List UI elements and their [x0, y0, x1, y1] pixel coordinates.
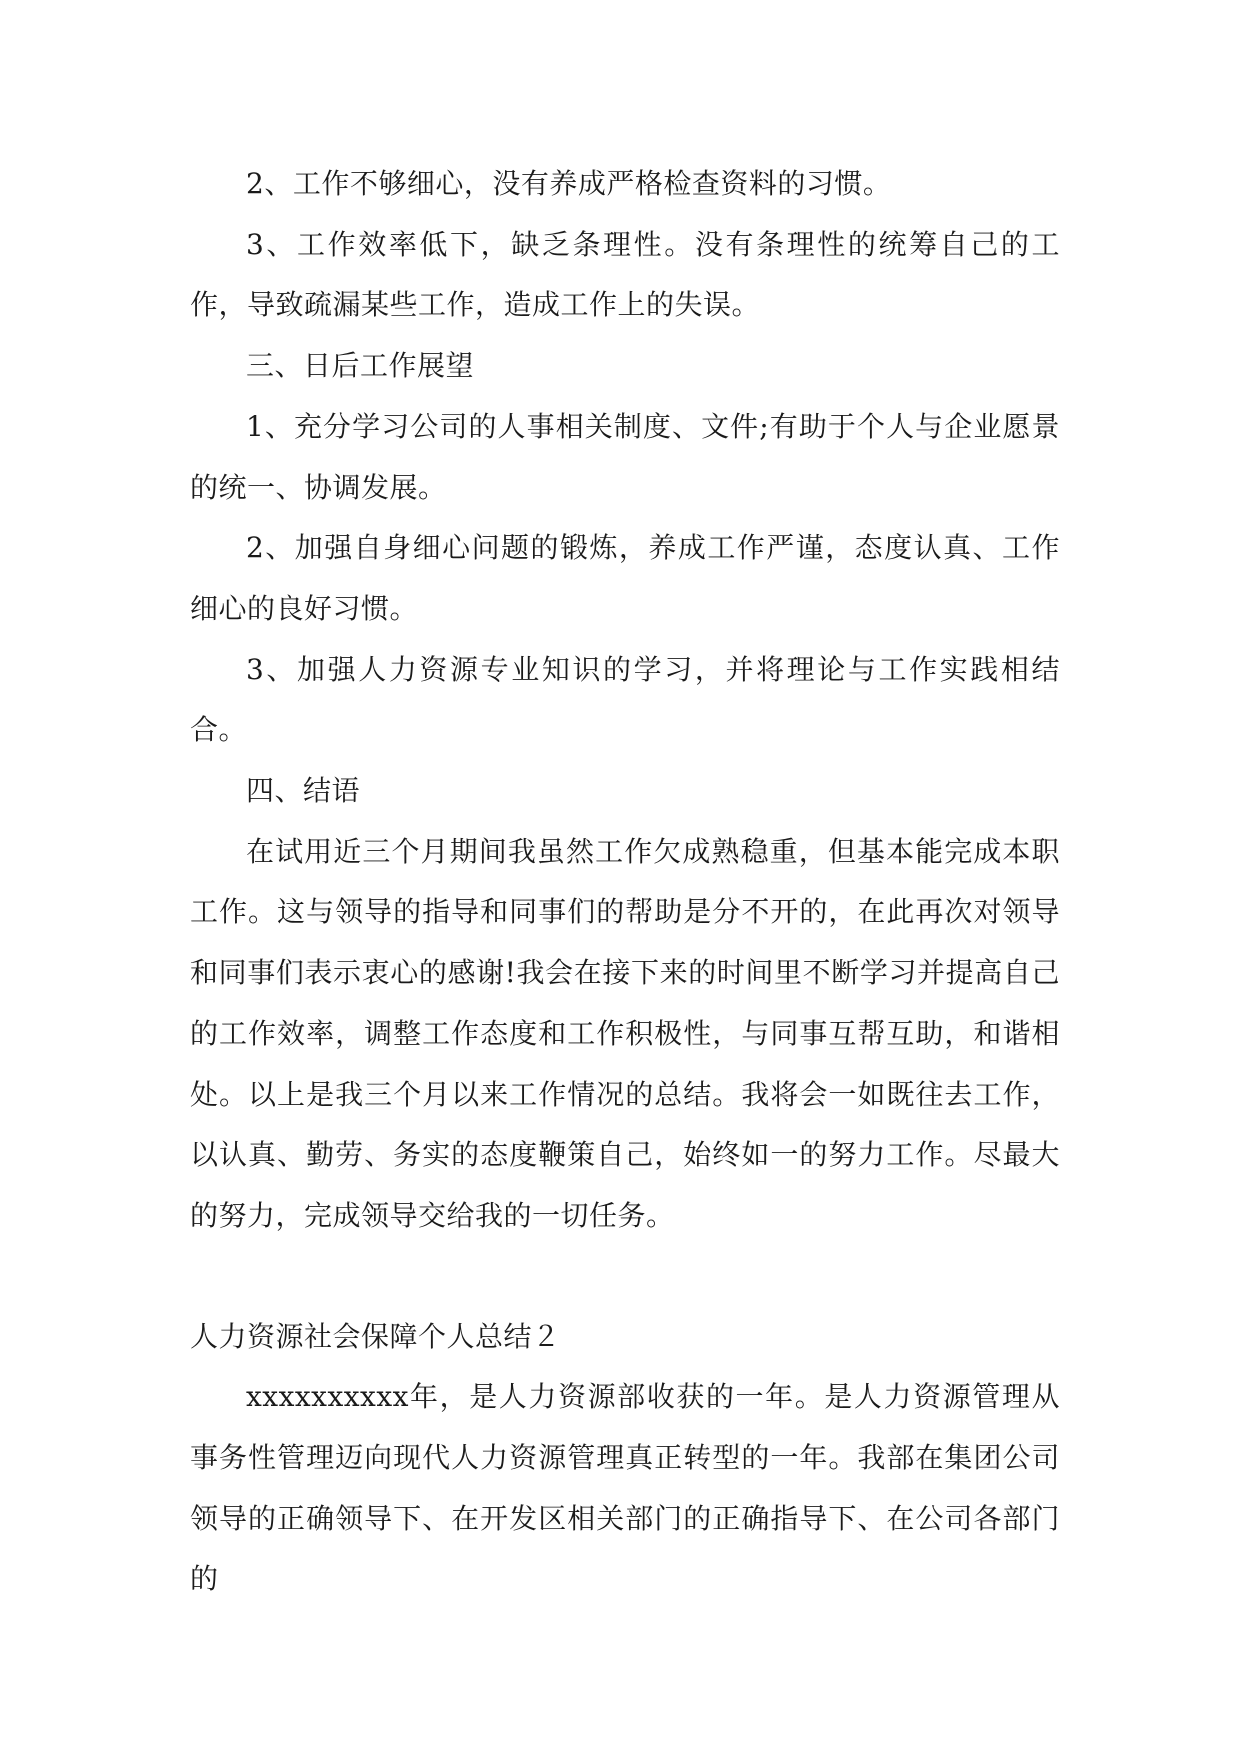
document-body [190, 154, 1060, 1610]
paragraph: 1、充分学习公司的人事相关制度、文件;有助于个人与企业愿景的统一、协调发展。 [190, 409, 1060, 504]
paragraph: 3、工作效率低下，缺乏条理性。没有条理性的统筹自己的工作，导致疏漏某些工作，造成工作上的失误。 [190, 227, 1060, 322]
section-heading: 四、结语 [246, 774, 361, 808]
paragraph: 3、加强人力资源专业知识的学习，并将理论与工作实践相结合。 [190, 652, 1060, 747]
paragraph: 在试用近三个月期间我虽然工作欠成熟稳重，但基本能完成本职工作。这与领导的指导和同事们的帮助是分不开的，在此再次对领导和同事们表示衷心的感谢!我会在接下来的时间里不断学习并提高自己的工作效率，调整工作态度和工作积极性，与同事互帮互助，和谐相处。以上是我三个月以来工作情况的总结。我将会一如既往去工作，以认真、勤劳、务实的态度鞭策自己，始终如一的努力工作。尽最大的努力，完成领导交给我的一切任务。 [190, 834, 1060, 1232]
paragraph: 2、工作不够细心，没有养成严格检查资料的习惯。 [246, 167, 892, 200]
section-heading: 三、日后工作展望 [246, 349, 475, 383]
paragraph: xxxxxxxxxx年，是人力资源部收获的一年。是人力资源管理从事务性管理迈向现代人力资源管理真正转型的一年。我部在集团公司领导的正确领导下、在开发区相关部门的正确指导下、在公司各部门的 [190, 1380, 1060, 1596]
paragraph: 2、加强自身细心问题的锻炼，养成工作严谨，态度认真、工作细心的良好习惯。 [190, 531, 1060, 625]
document-title: 人力资源社会保障个人总结２ [190, 1319, 561, 1353]
section-gap [190, 1247, 1060, 1307]
